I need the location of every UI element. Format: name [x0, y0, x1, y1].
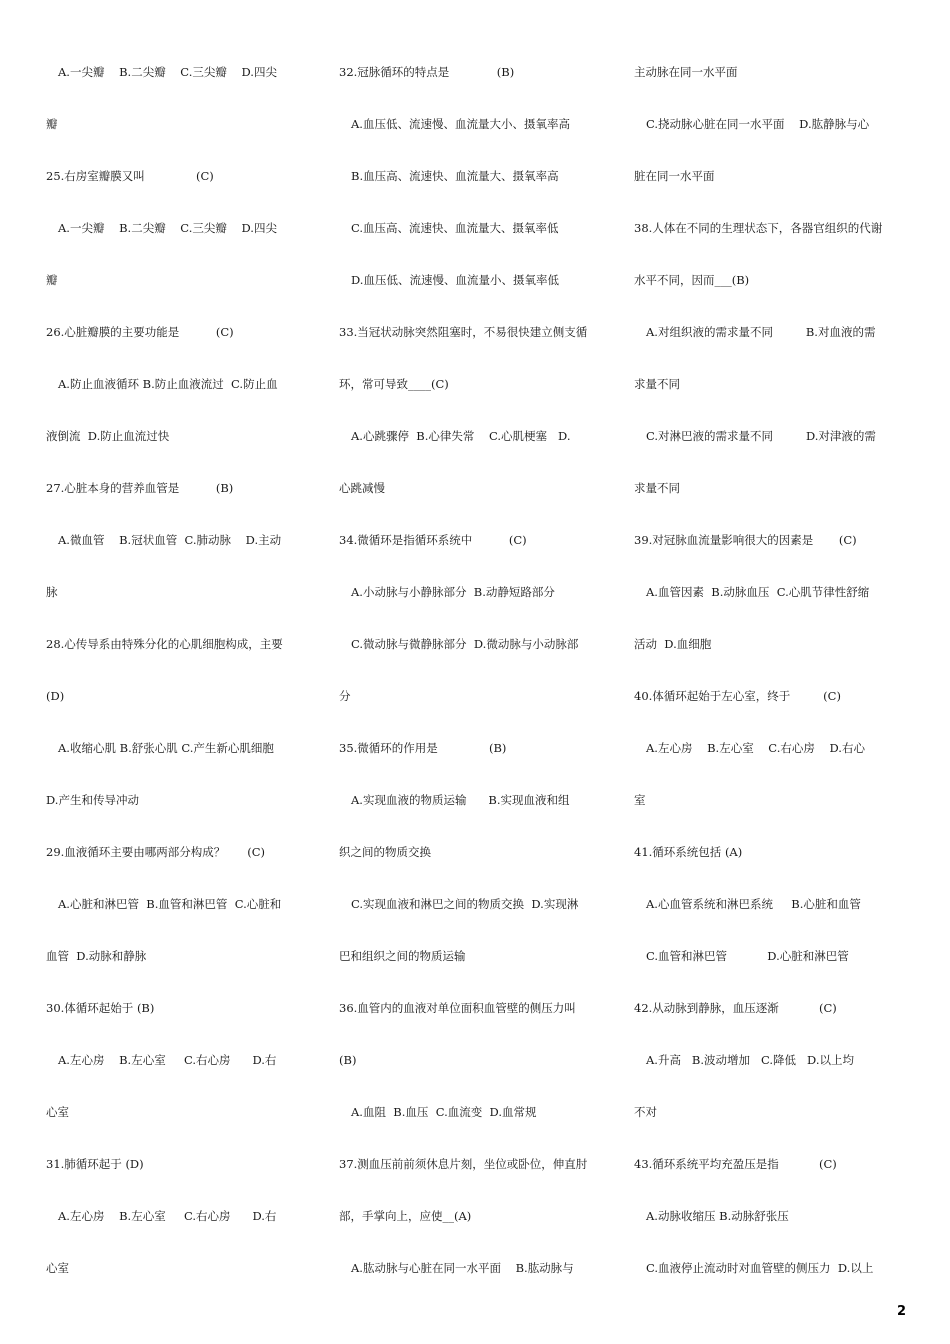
question-text-line: 38.人体在不同的生理状态下，各器官组织的代谢 — [634, 221, 883, 235]
question-text-line: 心跳减慢 — [339, 481, 385, 495]
answer-options-line: A.小动脉与小静脉部分 B.动静短路部分 — [351, 585, 555, 599]
middle-column — [339, 56, 614, 1304]
answer-options-line: A.左心房 B.左心室 C.右心房 D.右心 — [646, 741, 865, 755]
question-text-line: 脏在同一水平面 — [634, 169, 715, 183]
answer-options-line: A.肱动脉与心脏在同一水平面 B.肱动脉与 — [351, 1261, 574, 1275]
answer-options-line: A.左心房 B.左心室 C.右心房 D.右 — [58, 1053, 277, 1067]
answer-options-line: A.对组织液的需求量不同 B.对血液的需 — [646, 325, 876, 339]
question-text-line: 不对 — [634, 1105, 657, 1119]
question-text-line: 26.心脏瓣膜的主要功能是 (C) — [46, 325, 234, 339]
answer-options-line: A.收缩心肌 B.舒张心肌 C.产生新心肌细胞 — [58, 741, 274, 755]
question-text-line: 43.循环系统平均充盈压是指 (C) — [634, 1157, 837, 1171]
question-text-line: 31.肺循环起于 (D) — [46, 1157, 144, 1171]
question-text-line: 求量不同 — [634, 377, 680, 391]
question-text-line: 29.血液循环主要由哪两部分构成？ (C) — [46, 845, 265, 859]
question-text-line: 36.血管内的血液对单位面积血管壁的侧压力叫 — [339, 1001, 576, 1015]
answer-options-line: A.心脏和淋巴管 B.血管和淋巴管 C.心脏和 — [58, 897, 282, 911]
question-text-line: 40.体循环起始于左心室，终于 (C) — [634, 689, 841, 703]
answer-options-line: A.动脉收缩压 B.动脉舒张压 — [646, 1209, 789, 1223]
question-text-line: 34.微循环是指循环系统中 (C) — [339, 533, 527, 547]
answer-options-line: A.实现血液的物质运输 B.实现血液和组 — [351, 793, 570, 807]
question-text-line: 部，手掌向上，应使__(A) — [339, 1209, 472, 1223]
question-text-line: 血管 D.动脉和静脉 — [46, 949, 147, 963]
question-text-line: 室 — [634, 793, 646, 807]
question-text-line: 水平不同，因而___(B) — [634, 273, 750, 287]
question-text-line: 心室 — [46, 1105, 69, 1119]
answer-options-line: A.防止血液循环 B.防止血液流过 C.防止血 — [58, 377, 278, 391]
question-text-line: 巴和组织之间的物质运输 — [339, 949, 466, 963]
question-text-line: (D) — [46, 689, 65, 703]
answer-options-line: A.升高 B.波动增加 C.降低 D.以上均 — [646, 1053, 854, 1067]
question-text-line: 环，常可导致____(C) — [339, 377, 449, 391]
question-text-line: 瓣 — [46, 117, 58, 131]
question-text-line: 33.当冠状动脉突然阻塞时，不易很快建立侧支循 — [339, 325, 588, 339]
question-text-line: 心室 — [46, 1261, 69, 1275]
answer-options-line: C.微动脉与微静脉部分 D.微动脉与小动脉部 — [351, 637, 579, 651]
question-text-line: 瓣 — [46, 273, 58, 287]
answer-options-line: A.心跳骤停 B.心律失常 C.心肌梗塞 D. — [351, 429, 571, 443]
answer-options-line: A.血管因素 B.动脉血压 C.心肌节律性舒缩 — [646, 585, 870, 599]
question-text-line: 25.右房室瓣膜又叫 (C) — [46, 169, 214, 183]
question-text-line: 42.从动脉到静脉，血压逐渐 (C) — [634, 1001, 837, 1015]
answer-options-line: C.挠动脉心脏在同一水平面 D.肱静脉与心 — [646, 117, 870, 131]
answer-options-line: A.一尖瓣 B.二尖瓣 C.三尖瓣 D.四尖 — [58, 221, 277, 235]
answer-options-line: B.血压高、流速快、血流量大、摄氧率高 — [351, 169, 559, 183]
answer-options-line: C.对淋巴液的需求量不同 D.对津液的需 — [646, 429, 876, 443]
question-text-line: 活动 D.血细胞 — [634, 637, 712, 651]
left-column — [46, 56, 321, 1304]
question-text-line: 求量不同 — [634, 481, 680, 495]
right-column — [634, 56, 910, 1304]
question-text-line: 分 — [339, 689, 351, 703]
answer-options-line: A.血阻 B.血压 C.血流变 D.血常规 — [351, 1105, 537, 1119]
question-text-line: (B) — [339, 1053, 357, 1067]
question-text-line: 32.冠脉循环的特点是 (B) — [339, 65, 515, 79]
question-text-line: 织之间的物质交换 — [339, 845, 431, 859]
question-text-line: 脉 — [46, 585, 58, 599]
page-number: 2 — [896, 1304, 906, 1319]
answer-options-line: A.心血管系统和淋巴系统 B.心脏和血管 — [646, 897, 861, 911]
answer-options-line: C.血管和淋巴管 D.心脏和淋巴管 — [646, 949, 849, 963]
question-text-line: 27.心脏本身的营养血管是 (B) — [46, 481, 234, 495]
answer-options-line: A.一尖瓣 B.二尖瓣 C.三尖瓣 D.四尖 — [58, 65, 277, 79]
question-text-line: 39.对冠脉血流量影响很大的因素是 (C) — [634, 533, 857, 547]
answer-options-line: C.血压高、流速快、血流量大、摄氧率低 — [351, 221, 559, 235]
answer-options-line: A.左心房 B.左心室 C.右心房 D.右 — [58, 1209, 277, 1223]
answer-options-line: A.微血管 B.冠状血管 C.肺动脉 D.主动 — [58, 533, 282, 547]
question-text-line: 主动脉在同一水平面 — [634, 65, 738, 79]
question-text-line: D.产生和传导冲动 — [46, 793, 139, 807]
question-text-line: 37.测血压前前须休息片刻，坐位或卧位，伸直肘 — [339, 1157, 588, 1171]
question-text-line: 35.微循环的作用是 (B) — [339, 741, 507, 755]
answer-options-line: A.血压低、流速慢、血流量大小、摄氧率高 — [351, 117, 570, 131]
answer-options-line: C.血液停止流动时对血管壁的侧压力 D.以上 — [646, 1261, 874, 1275]
question-text-line: 41.循环系统包括 (A) — [634, 845, 743, 859]
question-text-line: 28.心传导系由特殊分化的心肌细胞构成，主要 — [46, 637, 283, 651]
question-text-line: 30.体循环起始于 (B) — [46, 1001, 155, 1015]
answer-options-line: C.实现血液和淋巴之间的物质交换 D.实现淋 — [351, 897, 579, 911]
question-text-line: 液倒流 D.防止血流过快 — [46, 429, 170, 443]
answer-options-line: D.血压低、流速慢、血流量小、摄氧率低 — [351, 273, 559, 287]
